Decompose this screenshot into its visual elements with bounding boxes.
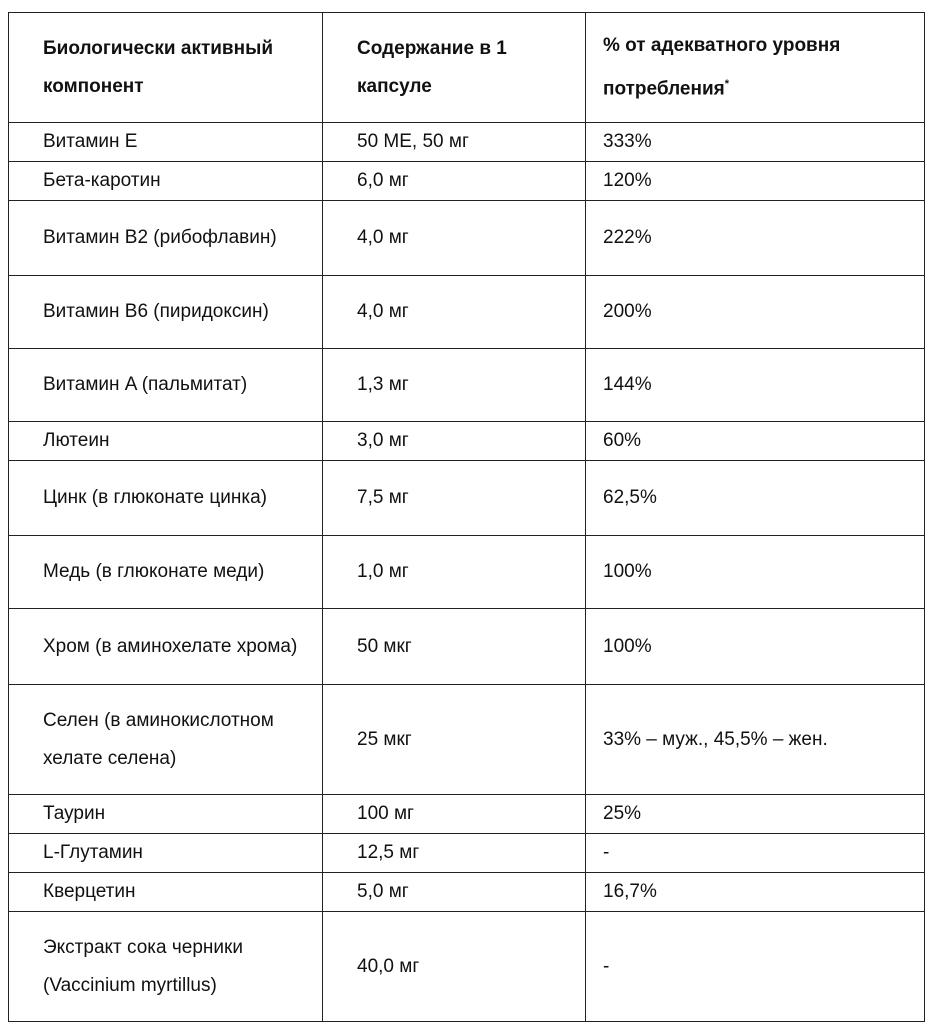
table-header-row xyxy=(9,13,925,123)
cell-component: Медь (в глюконате меди) xyxy=(9,536,323,609)
cell-content: 25 мкг xyxy=(323,685,586,795)
cell-component: Цинк (в глюконате цинка) xyxy=(9,461,323,536)
cell-percent: 333% xyxy=(586,123,925,162)
cell-content: 12,5 мг xyxy=(323,834,586,873)
cell-content: 50 МЕ, 50 мг xyxy=(323,123,586,162)
cell-percent: 60% xyxy=(586,422,925,461)
cell-component: Хром (в аминохелате хрома) xyxy=(9,609,323,685)
header-percent-text: % от адекватного уровня потребления xyxy=(603,34,841,100)
cell-content: 1,3 мг xyxy=(323,349,586,422)
table-row xyxy=(9,349,925,422)
table-row xyxy=(9,162,925,201)
cell-percent: 100% xyxy=(586,609,925,685)
cell-percent: - xyxy=(586,912,925,1022)
cell-content: 4,0 мг xyxy=(323,276,586,349)
header-percent xyxy=(586,13,925,123)
table-row xyxy=(9,461,925,536)
cell-component: Таурин xyxy=(9,795,323,834)
cell-content: 4,0 мг xyxy=(323,201,586,276)
cell-content: 5,0 мг xyxy=(323,873,586,912)
table-row xyxy=(9,912,925,1022)
cell-percent: 62,5% xyxy=(586,461,925,536)
cell-percent: 200% xyxy=(586,276,925,349)
cell-percent: 222% xyxy=(586,201,925,276)
table-row xyxy=(9,795,925,834)
cell-component: L-Глутамин xyxy=(9,834,323,873)
header-component: Биологически активный компонент xyxy=(9,13,323,123)
cell-content: 40,0 мг xyxy=(323,912,586,1022)
table-row xyxy=(9,536,925,609)
cell-percent: 120% xyxy=(586,162,925,201)
header-content: Содержание в 1 капсуле xyxy=(323,13,586,123)
cell-percent: 100% xyxy=(586,536,925,609)
cell-component: Витамин E xyxy=(9,123,323,162)
table-row xyxy=(9,834,925,873)
cell-percent: 25% xyxy=(586,795,925,834)
cell-content: 6,0 мг xyxy=(323,162,586,201)
cell-content: 3,0 мг xyxy=(323,422,586,461)
cell-component: Витамин B6 (пиридоксин) xyxy=(9,276,323,349)
cell-component: Селен (в аминокислотном хелате селена) xyxy=(9,685,323,795)
table-row xyxy=(9,276,925,349)
cell-component: Экстракт сока черники (Vaccinium myrtillus) xyxy=(9,912,323,1022)
cell-content: 50 мкг xyxy=(323,609,586,685)
table-row xyxy=(9,609,925,685)
cell-component: Витамин A (пальмитат) xyxy=(9,349,323,422)
cell-content: 100 мг xyxy=(323,795,586,834)
table-row xyxy=(9,685,925,795)
cell-component: Бета-каротин xyxy=(9,162,323,201)
cell-component: Лютеин xyxy=(9,422,323,461)
cell-content: 1,0 мг xyxy=(323,536,586,609)
cell-percent: 16,7% xyxy=(586,873,925,912)
cell-component: Витамин B2 (рибофлавин) xyxy=(9,201,323,276)
cell-percent: 33% – муж., 45,5% – жен. xyxy=(586,685,925,795)
table-row xyxy=(9,873,925,912)
cell-component: Кверцетин xyxy=(9,873,323,912)
table-row xyxy=(9,201,925,276)
cell-percent: - xyxy=(586,834,925,873)
footnote-mark: * xyxy=(724,77,730,90)
table-row xyxy=(9,123,925,162)
cell-percent: 144% xyxy=(586,349,925,422)
table-row xyxy=(9,422,925,461)
cell-content: 7,5 мг xyxy=(323,461,586,536)
composition-table xyxy=(8,12,925,1022)
